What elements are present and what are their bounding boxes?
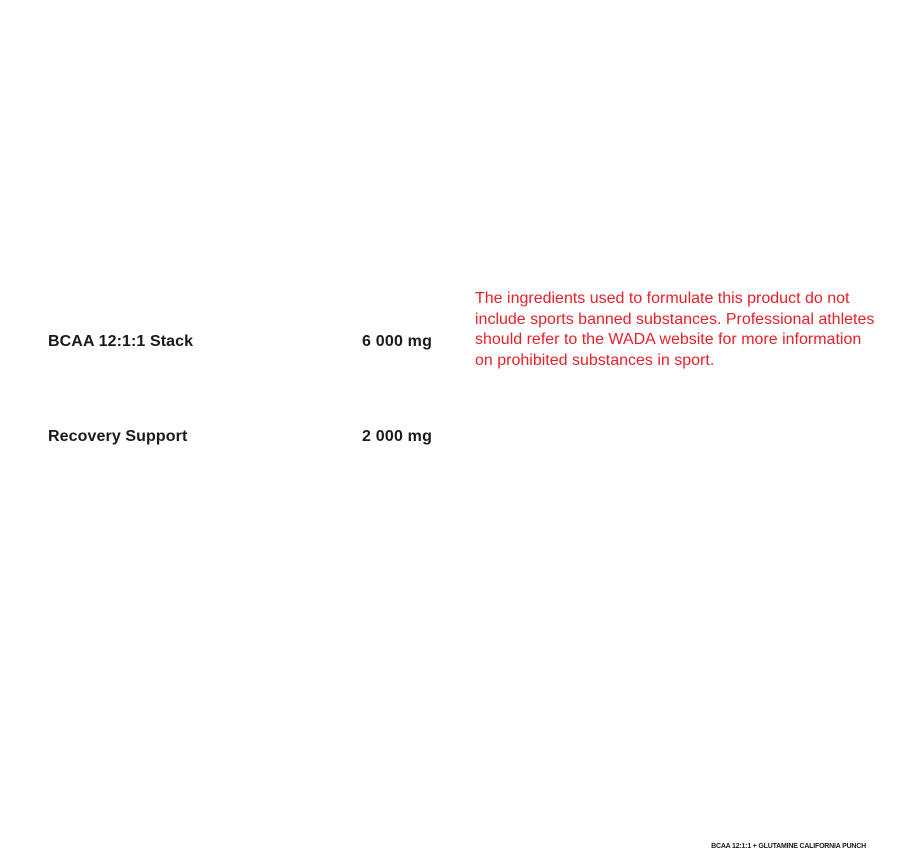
ingredient-name: BCAA 12:1:1 Stack [48, 333, 194, 350]
ingredient-amount: 2 000 mg [362, 428, 433, 445]
ingredient-amount: 6 000 mg [362, 333, 433, 350]
ingredient-name: Recovery Support [48, 428, 188, 445]
banned-substances-notice: The ingredients used to formulate this product do not include sports banned substances. Professional athletes should refer to the WADA website for more information on prohibited substances in sport. [475, 290, 875, 369]
product-label: BCAA 12:1:1 + GLUTAMINE CALIFORNIA PUNCH [711, 843, 866, 850]
